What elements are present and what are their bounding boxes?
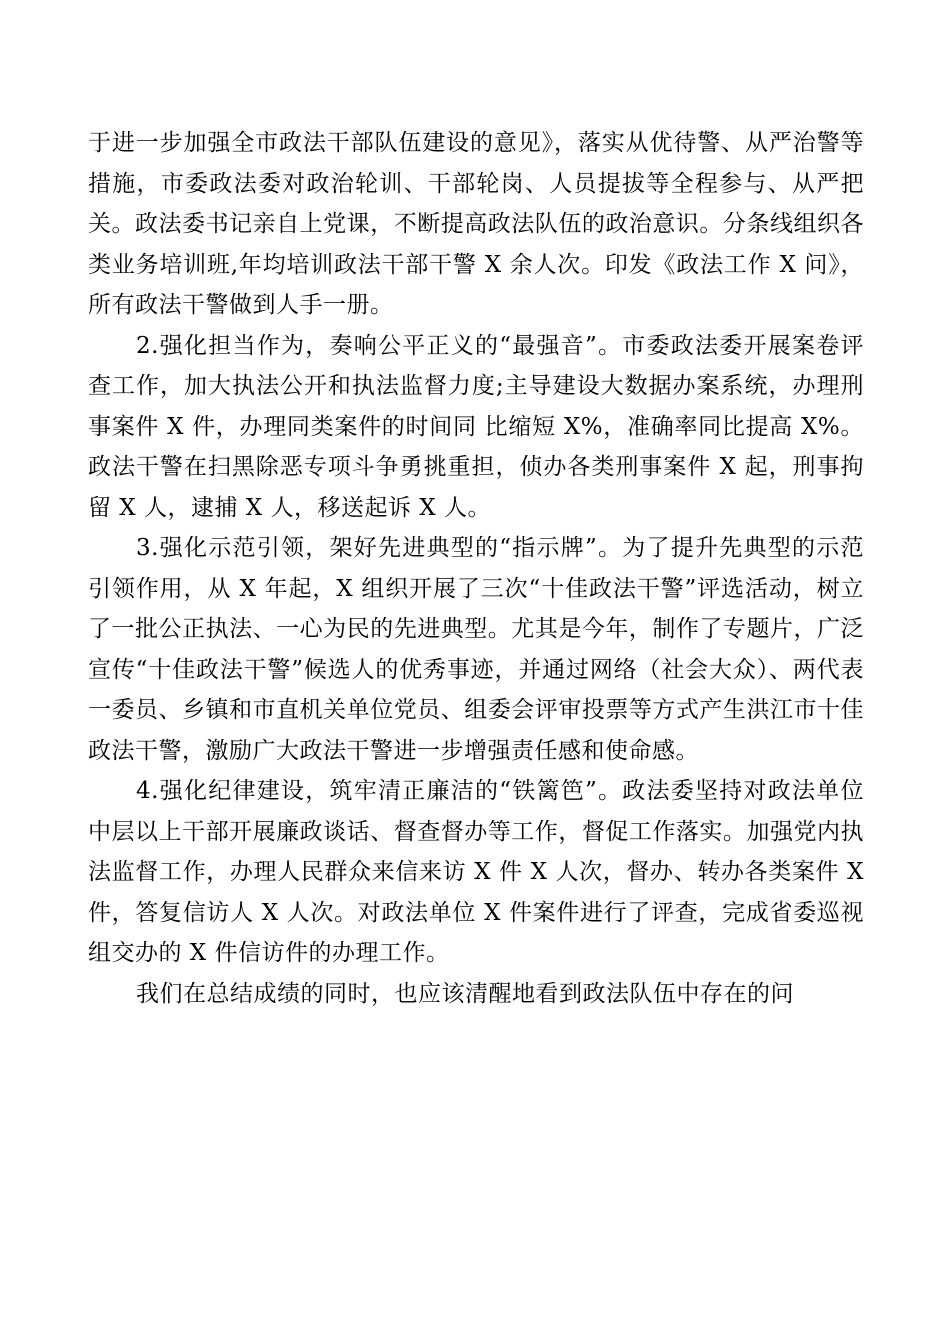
paragraph-item-3: 3.强化示范引领，架好先进典型的“指示牌”。为了提升先典型的示范引领作用，从 X 年起，X 组织开展了三次“十佳政法干警”评选活动，树立了一批公正执法、一心为民的先进典型。尤其是今年，制作了专题片，广泛宣传“十佳政法干警”候选人的优秀事迹，并通过网络（社会大众）、两代表一委员、乡镇和市直机关单位党员、组委会评审投票等方式产生洪江市十佳政法干警，激励广大政法干警进一步增强责任感和使命感。: [88, 535, 864, 764]
paragraph-intro-continuation: 于进一步加强全市政法干部队伍建设的意见》，落实从优待警、从严治警等措施，市委政法委对政治轮训、干部轮岗、人员提拔等全程参与、从严把关。政法委书记亲自上党课，不断提高政法队伍的政治意识。分条线组织各类业务培训班,年均培训政法干部干警 X 余人次。印发《政法工作 X 问》，所有政法干警做到人手一册。: [88, 130, 864, 318]
paragraph-item-4: 4.强化纪律建设，筑牢清正廉洁的“铁篱笆”。政法委坚持对政法单位中层以上干部开展廉政谈话、督查督办等工作，督促工作落实。加强党内执法监督工作，办理人民群众来信来访 X 件 X 人次，督办、转办各类案件 X 件，答复信访人 X 人次。对政法单位 X 件案件进行了评查，完成省委巡视组交办的 X 件信访件的办理工作。: [88, 778, 864, 966]
document-body: [88, 123, 864, 1014]
paragraph-summary: 我们在总结成绩的同时，也应该清醒地看到政法队伍中存在的问: [136, 980, 794, 1007]
paragraph-item-2: 2.强化担当作为，奏响公平正义的“最强音”。市委政法委开展案卷评查工作，加大执法公开和执法监督力度;主导建设大数据办案系统，办理刑事案件 X 件，办理同类案件的时间同 比缩短 X%，准确率同比提高 X%。政法干警在扫黑除恶专项斗争勇挑重担，侦办各类刑事案件 X 起，刑事拘留 X 人，逮捕 X 人，移送起诉 X 人。: [88, 332, 864, 521]
